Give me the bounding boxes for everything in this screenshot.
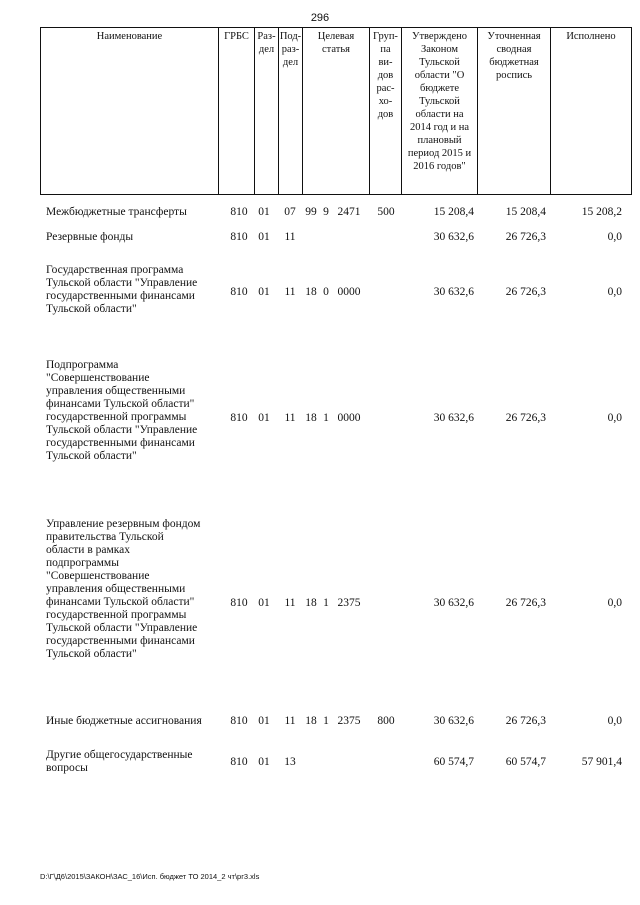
header-executed: Исполнено — [550, 28, 631, 194]
file-path-footer: D:\Г\Д6\2015\ЗАКОН\ЗАС_16\Исп. бюджет ТО 2014_2 чт\рг3.xls — [40, 872, 260, 881]
header-name: Наименование — [96, 31, 163, 42]
row-razdel: 01 — [258, 206, 270, 218]
row-cs-subprogram: 0 — [323, 286, 329, 298]
row-cs-program: 18 — [305, 715, 317, 727]
row-cs-code: 2375 — [337, 597, 361, 609]
row-cs-subprogram: 1 — [323, 412, 329, 424]
row-grbs: 810 — [230, 206, 248, 218]
row-grbs: 810 — [230, 231, 248, 243]
row-cs-subprogram: 1 — [323, 597, 329, 609]
row-refined: 60 574,7 — [505, 756, 546, 768]
row-approved: 30 632,6 — [433, 231, 474, 243]
row-approved: 30 632,6 — [433, 597, 474, 609]
row-refined: 26 726,3 — [505, 286, 546, 298]
row-podrazdel: 11 — [284, 231, 296, 243]
row-executed: 0,0 — [607, 286, 622, 298]
row-name: Подпрограмма "Совершенствование управления общественными финансами Тульской области" государственной программы Тульской области "Управление государственными финансами Тульской области" — [46, 359, 198, 462]
row-razdel: 01 — [258, 412, 270, 424]
row-name: Иные бюджетные ассигнования — [46, 715, 202, 727]
row-executed: 0,0 — [607, 231, 622, 243]
row-podrazdel: 11 — [284, 597, 296, 609]
row-approved: 30 632,6 — [433, 715, 474, 727]
row-podrazdel: 11 — [284, 286, 296, 298]
row-cs-program: 99 — [305, 206, 317, 218]
row-name: Другие общегосударственные вопросы — [46, 749, 193, 774]
row-refined: 26 726,3 — [505, 412, 546, 424]
row-podrazdel: 07 — [284, 206, 296, 218]
header-razdel: Раз- дел — [254, 28, 278, 194]
row-refined: 15 208,4 — [505, 206, 546, 218]
row-refined: 26 726,3 — [505, 597, 546, 609]
row-cs-program: 18 — [305, 412, 317, 424]
row-grbs: 810 — [230, 756, 248, 768]
header-approved: Утверждено Законом Тульской области "О бюджете Тульской области на 2014 год и на плановый период 2015 и 2016 годов" — [401, 28, 477, 194]
row-grbs: 810 — [230, 597, 248, 609]
row-podrazdel: 13 — [284, 756, 296, 768]
row-approved: 15 208,4 — [433, 206, 474, 218]
row-name: Государственная программа Тульской области "Управление государственными финансами Тульской области" — [46, 264, 198, 315]
row-podrazdel: 11 — [284, 715, 296, 727]
row-name: Резервные фонды — [46, 231, 134, 243]
row-grbs: 810 — [230, 412, 248, 424]
row-name: Управление резервным фондом правительства Тульской области в рамках подпрограммы "Совершенствование управления общественными финансами Тульской области" государственной программы Тульской области "Управление государственными финансами Тульской области" — [46, 518, 201, 660]
row-approved: 30 632,6 — [433, 412, 474, 424]
row-cs-program: 18 — [305, 286, 317, 298]
row-podrazdel: 11 — [284, 412, 296, 424]
row-name: Межбюджетные трансферты — [46, 206, 187, 218]
row-grbs: 810 — [230, 715, 248, 727]
header-celevaya-statya: Целевая статья — [302, 28, 369, 194]
row-executed: 15 208,2 — [581, 206, 622, 218]
row-razdel: 01 — [258, 231, 270, 243]
header-podrazdel: Под- раз- дел — [278, 28, 302, 194]
row-cs-subprogram: 1 — [323, 715, 329, 727]
row-razdel: 01 — [258, 597, 270, 609]
row-cs-program: 18 — [305, 597, 317, 609]
header-gruppa-vidov: Груп- па ви- дов рас- хо- дов — [369, 28, 401, 194]
row-executed: 0,0 — [607, 412, 622, 424]
row-refined: 26 726,3 — [505, 715, 546, 727]
header-grbs: ГРБС — [218, 28, 254, 194]
row-vr: 500 — [377, 206, 395, 218]
row-razdel: 01 — [258, 715, 270, 727]
row-approved: 60 574,7 — [433, 756, 474, 768]
row-approved: 30 632,6 — [433, 286, 474, 298]
row-razdel: 01 — [258, 756, 270, 768]
row-cs-code: 0000 — [337, 412, 361, 424]
row-executed: 0,0 — [607, 597, 622, 609]
row-vr: 800 — [377, 715, 395, 727]
row-executed: 0,0 — [607, 715, 622, 727]
row-razdel: 01 — [258, 286, 270, 298]
row-cs-code: 0000 — [337, 286, 361, 298]
row-cs-code: 2375 — [337, 715, 361, 727]
row-executed: 57 901,4 — [581, 756, 622, 768]
row-refined: 26 726,3 — [505, 231, 546, 243]
row-cs-code: 2471 — [337, 206, 361, 218]
row-grbs: 810 — [230, 286, 248, 298]
page-number: 296 — [310, 12, 330, 24]
row-cs-subprogram: 9 — [323, 206, 329, 218]
header-refined: Уточненная сводная бюджетная роспись — [477, 28, 550, 194]
